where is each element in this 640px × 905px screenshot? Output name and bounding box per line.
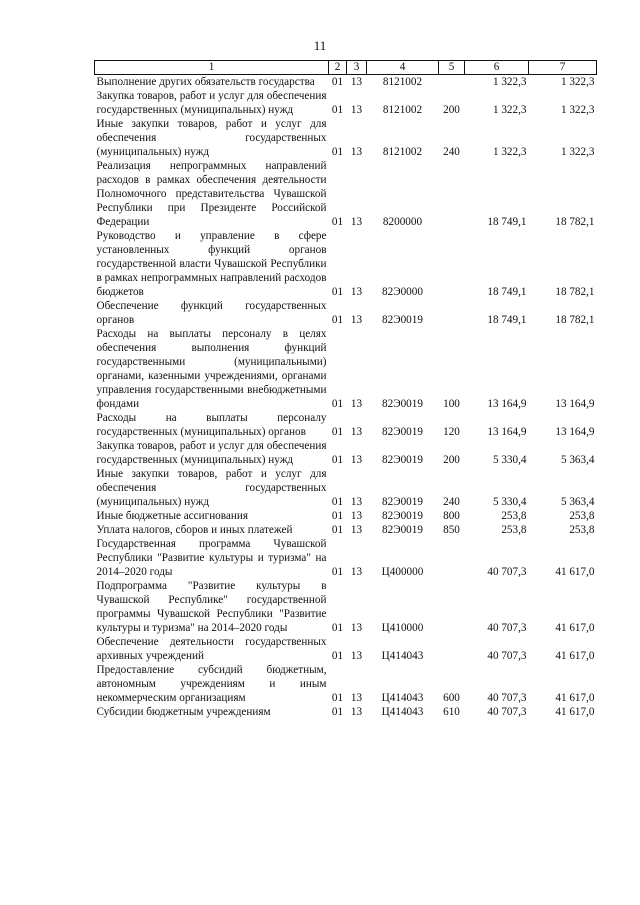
- expense-type-code: 120: [443, 426, 460, 438]
- amount-year-1: 5 330,4: [492, 454, 527, 466]
- table-row: [95, 509, 597, 523]
- expense-name: Закупка товаров, работ и услуг для обеспечения государственных (муниципальных) нужд: [96, 90, 327, 116]
- column-header-4: 4: [367, 61, 439, 75]
- expense-name: Выполнение других обязательств государства: [96, 76, 315, 88]
- amount-year-2: 5 363,4: [560, 454, 595, 466]
- amount-year-2: 1 322,3: [560, 104, 595, 116]
- section-code: 01: [331, 706, 344, 718]
- expense-type-code: 600: [443, 692, 460, 704]
- expense-type-code: [439, 159, 465, 229]
- expense-type-code: 240: [443, 146, 460, 158]
- amount-year-2: 18 782,1: [555, 286, 595, 298]
- amount-year-2: 41 617,0: [555, 692, 595, 704]
- amount-year-2: 18 782,1: [555, 314, 595, 326]
- expense-type-code: [439, 229, 465, 299]
- column-header-5: 5: [439, 61, 465, 75]
- target-article-code: 82Э0019: [382, 426, 423, 438]
- budget-table: [94, 60, 597, 719]
- target-article-code: 8121002: [382, 146, 423, 158]
- table-row: [95, 705, 597, 719]
- expense-name: Расходы на выплаты персоналу государственных (муниципальных) органов: [96, 412, 327, 438]
- expense-type-code: 200: [443, 104, 460, 116]
- expense-name: Государственная программа Чувашской Республики "Развитие культуры и туризма" на 2014–2020 годы: [96, 538, 327, 578]
- subsection-code: 13: [350, 76, 363, 88]
- amount-year-1: 13 164,9: [487, 398, 527, 410]
- amount-year-1: 1 322,3: [492, 76, 527, 88]
- amount-year-2: 5 363,4: [560, 496, 595, 508]
- subsection-code: 13: [350, 692, 363, 704]
- amount-year-2: 41 617,0: [555, 706, 595, 718]
- section-code: 01: [331, 216, 344, 228]
- table-row: [95, 159, 597, 229]
- amount-year-1: 13 164,9: [487, 426, 527, 438]
- table-row: [95, 89, 597, 117]
- amount-year-2: 1 322,3: [560, 146, 595, 158]
- table-row: [95, 635, 597, 663]
- amount-year-1: 1 322,3: [492, 146, 527, 158]
- amount-year-2: 1 322,3: [560, 76, 595, 88]
- subsection-code: 13: [350, 216, 363, 228]
- subsection-code: 13: [350, 286, 363, 298]
- subsection-code: 13: [350, 496, 363, 508]
- section-code: 01: [331, 496, 344, 508]
- target-article-code: 82Э0019: [382, 524, 423, 536]
- subsection-code: 13: [350, 510, 363, 522]
- target-article-code: 82Э0019: [382, 314, 423, 326]
- column-header-3: 3: [347, 61, 367, 75]
- amount-year-1: 1 322,3: [492, 104, 527, 116]
- column-header-1: 1: [95, 61, 329, 75]
- column-header-6: 6: [465, 61, 529, 75]
- amount-year-1: 5 330,4: [492, 496, 527, 508]
- subsection-code: 13: [350, 622, 363, 634]
- subsection-code: 13: [350, 524, 363, 536]
- subsection-code: 13: [350, 650, 363, 662]
- table-row: [95, 467, 597, 509]
- target-article-code: 82Э0019: [382, 398, 423, 410]
- table-row: [95, 663, 597, 705]
- amount-year-2: 41 617,0: [555, 650, 595, 662]
- subsection-code: 13: [350, 314, 363, 326]
- amount-year-1: 253,8: [501, 524, 527, 536]
- table-row: [95, 327, 597, 411]
- table-row: [95, 75, 597, 90]
- section-code: 01: [331, 398, 344, 410]
- target-article-code: 82Э0000: [382, 286, 423, 298]
- expense-type-code: 850: [443, 524, 460, 536]
- section-code: 01: [331, 104, 344, 116]
- target-article-code: 8200000: [382, 216, 423, 228]
- section-code: 01: [331, 286, 344, 298]
- subsection-code: 13: [350, 146, 363, 158]
- expense-name: Уплата налогов, сборов и иных платежей: [96, 524, 293, 536]
- section-code: 01: [331, 76, 344, 88]
- expense-type-code: [439, 537, 465, 579]
- target-article-code: 8121002: [382, 76, 423, 88]
- target-article-code: 82Э0019: [382, 496, 423, 508]
- subsection-code: 13: [350, 706, 363, 718]
- expense-name: Иные бюджетные ассигнования: [96, 510, 248, 522]
- amount-year-2: 18 782,1: [555, 216, 595, 228]
- target-article-code: 82Э0019: [382, 510, 423, 522]
- expense-name: Предоставление субсидий бюджетным, автономным учреждениям и иным некоммерческим организациям: [96, 664, 327, 704]
- expense-name: Закупка товаров, работ и услуг для обеспечения государственных (муниципальных) нужд: [96, 440, 327, 466]
- expense-name: Субсидии бюджетным учреждениям: [96, 706, 271, 718]
- section-code: 01: [331, 510, 344, 522]
- section-code: 01: [331, 426, 344, 438]
- table-header: [95, 61, 597, 75]
- amount-year-1: 18 749,1: [487, 314, 527, 326]
- expense-name: Обеспечение функций государственных органов: [96, 300, 327, 326]
- expense-type-code: 610: [443, 706, 460, 718]
- amount-year-1: 18 749,1: [487, 286, 527, 298]
- expense-type-code: [439, 75, 465, 90]
- section-code: 01: [331, 314, 344, 326]
- section-code: 01: [331, 692, 344, 704]
- table-row: [95, 523, 597, 537]
- amount-year-1: 40 707,3: [487, 650, 527, 662]
- amount-year-2: 253,8: [569, 524, 595, 536]
- section-code: 01: [331, 622, 344, 634]
- page-number: 11: [313, 38, 327, 53]
- target-article-code: Ц414043: [381, 692, 424, 704]
- amount-year-2: 41 617,0: [555, 566, 595, 578]
- section-code: 01: [331, 524, 344, 536]
- table-row: [95, 579, 597, 635]
- amount-year-2: 41 617,0: [555, 622, 595, 634]
- expense-name: Иные закупки товаров, работ и услуг для обеспечения государственных (муниципальных) нужд: [96, 468, 327, 508]
- expense-type-code: [439, 635, 465, 663]
- column-header-2: 2: [329, 61, 347, 75]
- column-header-7: 7: [529, 61, 597, 75]
- expense-name: Обеспечение деятельности государственных архивных учреждений: [96, 636, 327, 662]
- expense-type-code: 100: [443, 398, 460, 410]
- target-article-code: 8121002: [382, 104, 423, 116]
- amount-year-1: 40 707,3: [487, 566, 527, 578]
- expense-name: Расходы на выплаты персоналу в целях обеспечения выполнения функций государственными (муниципальными) органами, казенными учреждениями, органами управления государственными внебюджетными фондами: [96, 328, 327, 410]
- section-code: 01: [331, 566, 344, 578]
- target-article-code: Ц400000: [381, 566, 424, 578]
- table-row: [95, 229, 597, 299]
- section-code: 01: [331, 146, 344, 158]
- expense-name: Иные закупки товаров, работ и услуг для обеспечения государственных (муниципальных) нужд: [96, 118, 327, 158]
- table-row: [95, 411, 597, 439]
- header-row: [95, 61, 597, 75]
- expense-type-code: 800: [443, 510, 460, 522]
- amount-year-1: 253,8: [501, 510, 527, 522]
- table-row: [95, 117, 597, 159]
- subsection-code: 13: [350, 566, 363, 578]
- section-code: 01: [331, 454, 344, 466]
- expense-type-code: 240: [443, 496, 460, 508]
- expense-type-code: [439, 579, 465, 635]
- target-article-code: Ц414043: [381, 706, 424, 718]
- target-article-code: Ц414043: [381, 650, 424, 662]
- expense-type-code: 200: [443, 454, 460, 466]
- table-row: [95, 299, 597, 327]
- target-article-code: Ц410000: [381, 622, 424, 634]
- expense-type-code: [439, 299, 465, 327]
- expense-name: Руководство и управление в сфере установленных функций органов государственной власти Чувашской Республики в рамках непрограммных направлений расходов бюджетов: [96, 230, 327, 298]
- amount-year-2: 13 164,9: [555, 426, 595, 438]
- subsection-code: 13: [350, 426, 363, 438]
- table-row: [95, 439, 597, 467]
- subsection-code: 13: [350, 398, 363, 410]
- amount-year-2: 253,8: [569, 510, 595, 522]
- expense-name: Подпрограмма "Развитие культуры в Чувашской Республике" государственной программы Чувашской Республики "Развитие культуры и туризма" на 2014–2020 годы: [96, 580, 327, 634]
- subsection-code: 13: [350, 454, 363, 466]
- amount-year-1: 18 749,1: [487, 216, 527, 228]
- expense-name: Реализация непрограммных направлений расходов в рамках обеспечения деятельности Полномочного представительства Чувашской Республики при Президенте Российской Федерации: [96, 160, 327, 228]
- amount-year-1: 40 707,3: [487, 622, 527, 634]
- amount-year-2: 13 164,9: [555, 398, 595, 410]
- amount-year-1: 40 707,3: [487, 706, 527, 718]
- target-article-code: 82Э0019: [382, 454, 423, 466]
- section-code: 01: [331, 650, 344, 662]
- table-row: [95, 537, 597, 579]
- subsection-code: 13: [350, 104, 363, 116]
- amount-year-1: 40 707,3: [487, 692, 527, 704]
- table-body: [95, 75, 597, 720]
